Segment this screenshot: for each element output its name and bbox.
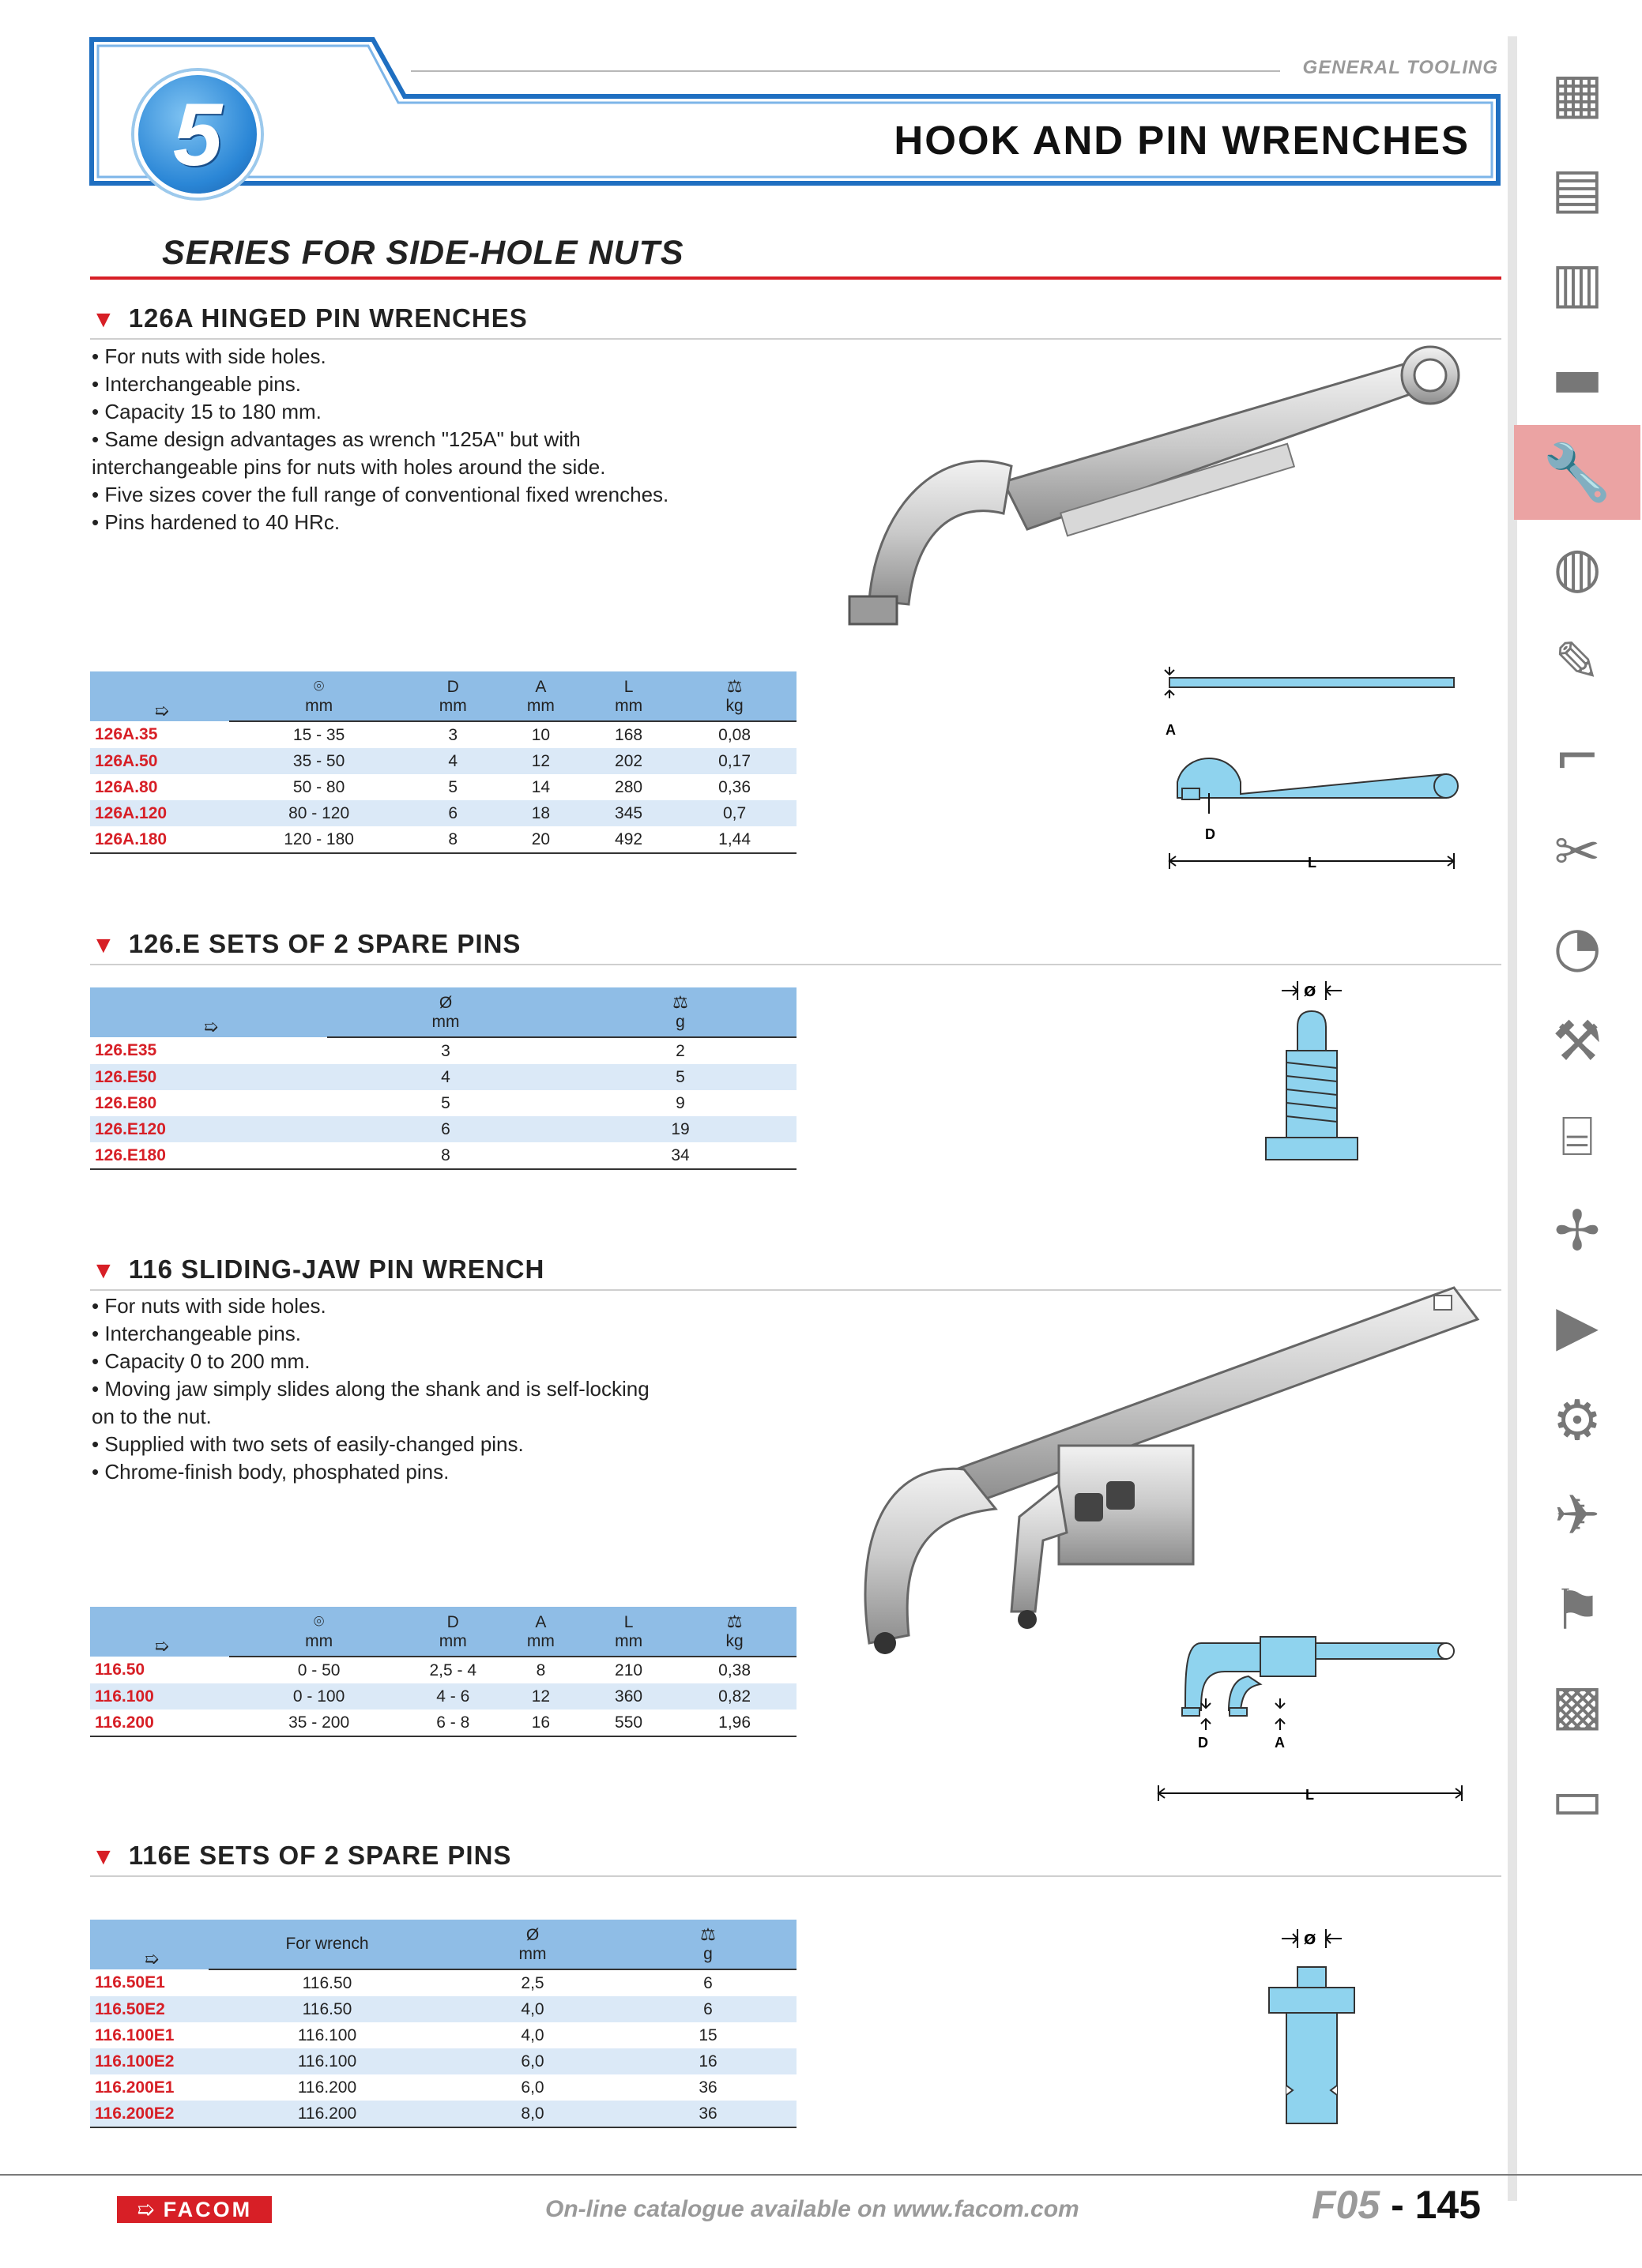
table-cell: 0,17 — [672, 748, 797, 774]
feature-item: • Pins hardened to 40 HRc. — [92, 510, 341, 534]
series-rule — [90, 276, 1501, 280]
table-cell: 0,08 — [718, 725, 751, 744]
table-cell: 6 — [620, 1996, 797, 2022]
reference-arrow-icon: ➯ — [90, 1920, 209, 1969]
column-header: A — [497, 671, 585, 697]
car-icon-glyph: ▭ — [1550, 1767, 1604, 1832]
reference-arrow-icon: ➯ — [90, 671, 229, 721]
reference-cell: 116.100E1 — [95, 2025, 175, 2044]
sliding-jaw-wrench-image — [838, 1280, 1501, 1675]
reference-cell: 116.100 — [90, 1683, 229, 1709]
capacity-icon: ⌾ — [229, 1607, 409, 1632]
table-row — [90, 1969, 797, 1996]
reference-cell: 116.100E2 — [90, 2048, 209, 2074]
table-cell: 50 - 80 — [292, 777, 345, 796]
table-cell: 34 — [564, 1142, 797, 1169]
reference-cell: 126.E180 — [90, 1142, 327, 1169]
dimension-label-a: A — [1166, 722, 1176, 738]
hex-key-icon-glyph: ⌐ — [1553, 724, 1601, 789]
reference-cell: 126A.50 — [90, 748, 229, 774]
table-cell: 8 — [327, 1142, 564, 1169]
table-cell: 116.100 — [297, 2025, 357, 2044]
unit-header: mm — [229, 697, 409, 721]
feature-item: • Capacity 15 to 180 mm. — [92, 400, 322, 423]
table-cell: 14 — [531, 777, 551, 796]
hacksaw-icon-glyph: ⌸ — [1561, 1103, 1594, 1168]
table-cell: 492 — [585, 826, 672, 853]
table-cell: 3 — [441, 1041, 450, 1060]
page-number-value: 145 — [1414, 2183, 1482, 2227]
page-separator: - — [1380, 2183, 1415, 2227]
table-cell: 120 - 180 — [229, 826, 409, 853]
puller-icon-glyph: ✢ — [1553, 1198, 1601, 1263]
reference-cell: 126.E50 — [90, 1064, 327, 1090]
table-cell: 15 — [699, 2025, 717, 2044]
hinged-pin-wrench-image — [822, 340, 1501, 656]
table-row — [90, 774, 797, 800]
table-cell: 6,0 — [521, 2078, 544, 2097]
table-cell: 5 — [448, 777, 458, 796]
hammer-icon-glyph: ⚒ — [1552, 1009, 1602, 1074]
reference-arrow-icon: ➯ — [90, 1607, 229, 1657]
reference-cell: 116.50E1 — [95, 1973, 165, 1992]
hammer-icon[interactable] — [1514, 994, 1640, 1089]
table-cell: 12 — [497, 1683, 585, 1709]
feature-item: • Supplied with two sets of easily-changed pins. — [92, 1432, 524, 1456]
reference-cell: 126.E80 — [95, 1093, 157, 1112]
wrench-icon[interactable] — [1514, 425, 1640, 520]
reference-cell: 126A.35 — [95, 725, 158, 743]
electronics-icon[interactable] — [1514, 1657, 1640, 1752]
table-row — [90, 1683, 797, 1709]
reference-cell: 116.200 — [90, 1709, 229, 1736]
dimension-diagram-116 — [1154, 1619, 1470, 1809]
roller-cabinet-icon[interactable] — [1514, 141, 1640, 235]
column-header: D — [409, 1607, 497, 1632]
table-cell: 15 - 35 — [292, 725, 345, 744]
pin-diagram-126e — [1248, 980, 1375, 1193]
table-row — [90, 2101, 797, 2127]
reference-cell: 126A.80 — [95, 777, 158, 796]
brand-name: FACOM — [163, 2197, 253, 2221]
tape-measure-icon[interactable] — [1514, 899, 1640, 994]
toolbox-icon[interactable] — [1514, 330, 1640, 425]
table-row — [90, 2048, 797, 2074]
table-row — [90, 1657, 797, 1683]
reference-cell: 126A.120 — [90, 800, 229, 826]
facom-logo — [117, 2196, 272, 2223]
reference-cell: 116.200E2 — [90, 2101, 209, 2127]
unit-header: mm — [327, 1013, 564, 1037]
aircraft-icon[interactable] — [1514, 1468, 1640, 1563]
column-header: For wrench — [209, 1920, 446, 1969]
unit-header: mm — [585, 697, 672, 721]
wrench-icon-glyph: 🔧 — [1542, 439, 1612, 505]
section-rule — [90, 1875, 1501, 1877]
table-cell: 18 — [497, 800, 585, 826]
feature-item: • Same design advantages as wrench "125A" but with interchangeable pins for nuts with holes around the side. — [92, 427, 606, 479]
table-cell: 4,0 — [446, 1996, 620, 2022]
table-cell: 0 - 50 — [297, 1661, 341, 1679]
reference-cell: 116.50 — [95, 1661, 145, 1679]
hex-key-icon[interactable] — [1514, 709, 1640, 804]
reference-arrow-icon: ➯ — [90, 987, 327, 1037]
dimension-label-l: L — [1305, 1787, 1314, 1803]
section-number-badge: 5 — [134, 71, 261, 197]
logo-arrow-icon: ➯ — [136, 2197, 157, 2221]
reference-cell: 116.200E1 — [95, 2078, 175, 2097]
footer-rule — [0, 2174, 1642, 2176]
table-cell: 2 — [676, 1041, 685, 1060]
feature-item: • Interchangeable pins. — [92, 1322, 301, 1345]
table-cell: 35 - 50 — [229, 748, 409, 774]
table-cell: 550 — [585, 1709, 672, 1736]
table-cell: 345 — [585, 800, 672, 826]
socket-icon[interactable] — [1514, 520, 1640, 615]
table-cell: 6 - 8 — [409, 1709, 497, 1736]
weight-icon: ⚖ — [620, 1920, 797, 1945]
table-row — [90, 1116, 797, 1142]
table-row — [90, 826, 797, 853]
table-cell: 9 — [676, 1093, 685, 1112]
table-cell: 3 — [448, 725, 458, 744]
torque-wrench-icon[interactable] — [1514, 1373, 1640, 1468]
triangle-bullet-icon: ▼ — [92, 932, 116, 958]
unit-header: mm — [585, 1632, 672, 1657]
impact-wrench-icon-glyph: ▶ — [1556, 1293, 1599, 1358]
spec-table-126e — [90, 987, 797, 1170]
table-cell: 168 — [615, 725, 643, 744]
unit-header: g — [564, 1013, 797, 1037]
workbench-icon-glyph: ▥ — [1550, 250, 1604, 315]
table-cell: 6 — [703, 1973, 713, 1992]
spec-table-116e — [90, 1920, 797, 2128]
table-cell: 2,5 — [521, 1973, 544, 1992]
table-cell: 2,5 - 4 — [429, 1661, 477, 1679]
dimension-label-l: L — [1308, 855, 1316, 871]
section-heading-126e — [92, 929, 521, 959]
table-cell: 19 — [564, 1116, 797, 1142]
table-cell: 360 — [585, 1683, 672, 1709]
table-cell: 116.200 — [209, 2101, 446, 2127]
workbench-icon[interactable] — [1514, 235, 1640, 330]
pliers-icon[interactable] — [1514, 804, 1640, 899]
capacity-icon: ⌾ — [229, 671, 409, 697]
table-cell: 116.50 — [302, 1973, 352, 1992]
tool-display-icon[interactable] — [1514, 1563, 1640, 1657]
column-header: A — [497, 1607, 585, 1632]
dimension-label-d: D — [1198, 1735, 1208, 1751]
torque-wrench-icon-glyph: ⚙ — [1552, 1388, 1602, 1453]
table-cell: 116.200 — [297, 2078, 357, 2097]
table-row — [90, 721, 797, 748]
section-title-126a: 126A HINGED PIN WRENCHES — [128, 303, 528, 333]
aircraft-icon-glyph: ✈ — [1553, 1483, 1601, 1548]
category-label: GENERAL TOOLING — [1302, 57, 1498, 78]
table-cell: 0,38 — [718, 1661, 751, 1679]
table-cell: 10 — [531, 725, 551, 744]
table-cell: 16 — [497, 1709, 585, 1736]
tape-measure-icon-glyph: ◔ — [1553, 914, 1602, 979]
feature-item: • For nuts with side holes. — [92, 344, 326, 368]
unit-header: mm — [409, 697, 497, 721]
table-cell: 36 — [699, 2078, 717, 2097]
page-code: F05 — [1312, 2183, 1380, 2227]
car-icon[interactable] — [1514, 1752, 1640, 1847]
puller-icon[interactable] — [1514, 1183, 1640, 1278]
dimension-label-a: A — [1275, 1735, 1285, 1751]
feature-list-116 — [92, 1292, 676, 1486]
screwdriver-icon[interactable] — [1514, 615, 1640, 709]
feature-item: • Chrome-finish body, phosphated pins. — [92, 1460, 450, 1484]
weight-icon: ⚖ — [672, 671, 797, 697]
electronics-icon-glyph: ▩ — [1550, 1672, 1604, 1737]
table-cell: 16 — [620, 2048, 797, 2074]
table-row — [90, 2022, 797, 2048]
socket-icon-glyph: ◍ — [1553, 535, 1602, 600]
unit-header: mm — [446, 1945, 620, 1969]
table-cell: 116.50 — [209, 1996, 446, 2022]
unit-header: kg — [672, 697, 797, 721]
feature-item: • Five sizes cover the full range of conventional fixed wrenches. — [92, 483, 669, 506]
triangle-bullet-icon: ▼ — [92, 307, 116, 333]
table-cell: 6 — [327, 1116, 564, 1142]
section-heading-126a — [92, 303, 528, 333]
unit-header: kg — [672, 1632, 797, 1657]
table-cell: 4 - 6 — [409, 1683, 497, 1709]
reference-cell: 126.E120 — [90, 1116, 327, 1142]
page-number — [1312, 2182, 1481, 2228]
section-rule — [90, 964, 1501, 965]
table-cell: 202 — [585, 748, 672, 774]
table-row — [90, 2074, 797, 2101]
unit-header: mm — [497, 1632, 585, 1657]
section-heading-116 — [92, 1254, 544, 1284]
spec-table-116 — [90, 1607, 797, 1737]
table-cell: 116.100 — [209, 2048, 446, 2074]
column-header: Ø — [327, 987, 564, 1013]
roller-cabinet-icon-glyph: ▤ — [1550, 156, 1604, 220]
dimension-label-d: D — [1205, 826, 1215, 842]
reference-cell: 116.50E2 — [90, 1996, 209, 2022]
table-cell: 6,0 — [446, 2048, 620, 2074]
column-header: L — [585, 1607, 672, 1632]
table-cell: 5 — [564, 1064, 797, 1090]
table-cell: 4,0 — [521, 2025, 544, 2044]
table-cell: 4 — [327, 1064, 564, 1090]
catalogue-url-link[interactable]: On-line catalogue available on www.facom.com — [545, 2196, 1079, 2222]
table-cell: 20 — [497, 826, 585, 853]
table-cell: 35 - 200 — [229, 1709, 409, 1736]
impact-wrench-icon[interactable] — [1514, 1278, 1640, 1373]
category-rule — [411, 70, 1280, 72]
triangle-bullet-icon: ▼ — [92, 1258, 116, 1284]
table-row — [90, 1090, 797, 1116]
table-cell: 12 — [497, 748, 585, 774]
section-heading-116e — [92, 1841, 511, 1871]
pin-diagram-116e — [1248, 1928, 1375, 2133]
table-cell: 0,82 — [672, 1683, 797, 1709]
hacksaw-icon[interactable] — [1514, 1089, 1640, 1183]
table-row — [90, 1064, 797, 1090]
table-cell: 4 — [409, 748, 497, 774]
weight-icon: ⚖ — [564, 987, 797, 1013]
dimension-diagram-126a — [1154, 664, 1470, 877]
table-cell: 280 — [615, 777, 643, 796]
section-title-116: 116 SLIDING-JAW PIN WRENCH — [128, 1254, 545, 1284]
reference-cell: 126A.180 — [90, 826, 229, 853]
table-row — [90, 1142, 797, 1169]
table-cell: 210 — [615, 1661, 643, 1679]
feature-list-126a — [92, 343, 676, 536]
dimension-label-phi: Ø — [1304, 1931, 1316, 1948]
section-title-126e: 126.E SETS OF 2 SPARE PINS — [128, 929, 522, 958]
table-row — [90, 1709, 797, 1736]
page-title: HOOK AND PIN WRENCHES — [894, 118, 1470, 163]
table-cell: 8 — [409, 826, 497, 853]
reference-cell: 126.E35 — [95, 1041, 157, 1059]
unit-header: g — [620, 1945, 797, 1969]
table-row — [90, 800, 797, 826]
column-header: L — [585, 671, 672, 697]
unit-header: mm — [409, 1632, 497, 1657]
toolbox-icon-glyph: ▬ — [1550, 345, 1604, 410]
dimension-label-phi: Ø — [1304, 984, 1316, 1000]
table-cell: 36 — [620, 2101, 797, 2127]
feature-item: • Capacity 0 to 200 mm. — [92, 1349, 311, 1373]
table-cell: 5 — [441, 1093, 450, 1112]
tool-trolley-icon-glyph: ▦ — [1550, 61, 1604, 126]
triangle-bullet-icon: ▼ — [92, 1844, 116, 1870]
column-header: Ø — [446, 1920, 620, 1945]
unit-header: mm — [229, 1632, 409, 1657]
table-cell: 1,44 — [672, 826, 797, 853]
feature-item: • Interchangeable pins. — [92, 372, 301, 396]
weight-icon: ⚖ — [672, 1607, 797, 1632]
series-title: SERIES FOR SIDE-HOLE NUTS — [162, 234, 684, 272]
table-row — [90, 748, 797, 774]
table-cell: 80 - 120 — [229, 800, 409, 826]
tool-display-icon-glyph: ⚑ — [1552, 1578, 1602, 1642]
column-header: D — [409, 671, 497, 697]
section-title-116e: 116E SETS OF 2 SPARE PINS — [128, 1841, 512, 1870]
table-cell: 0,7 — [672, 800, 797, 826]
screwdriver-icon-glyph: ✎ — [1553, 630, 1601, 694]
feature-item: • For nuts with side holes. — [92, 1294, 326, 1318]
table-cell: 8 — [536, 1661, 546, 1679]
tool-trolley-icon[interactable] — [1514, 46, 1640, 141]
unit-header: mm — [497, 697, 585, 721]
table-cell: 1,96 — [672, 1709, 797, 1736]
spec-table-126a — [90, 671, 797, 854]
feature-item: • Moving jaw simply slides along the shank and is self-locking on to the nut. — [92, 1377, 650, 1428]
table-row — [90, 1996, 797, 2022]
table-row — [90, 1037, 797, 1064]
table-cell: 0 - 100 — [229, 1683, 409, 1709]
table-cell: 8,0 — [446, 2101, 620, 2127]
pliers-icon-glyph: ✂ — [1553, 819, 1601, 884]
table-cell: 6 — [409, 800, 497, 826]
table-cell: 0,36 — [718, 777, 751, 796]
